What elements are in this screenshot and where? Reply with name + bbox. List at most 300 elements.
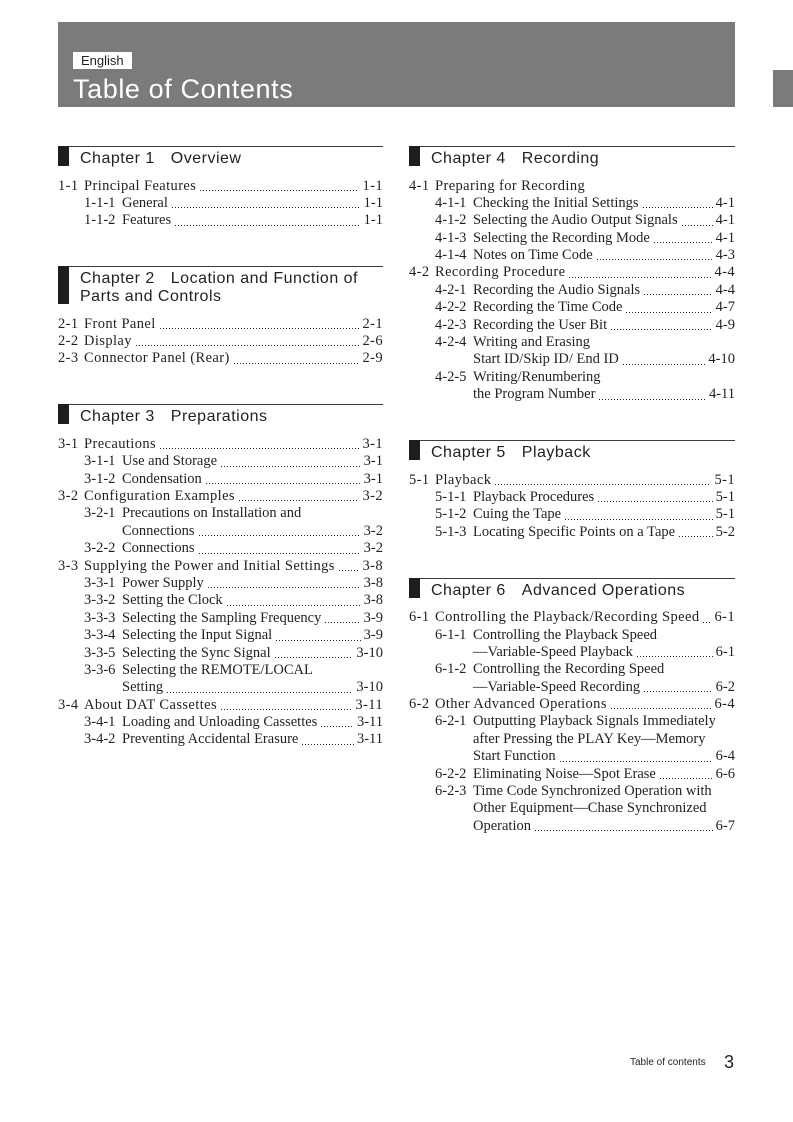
dot-leader — [637, 656, 713, 657]
dot-leader — [560, 761, 713, 762]
toc-entry-line — [409, 212, 735, 229]
entry-page-number: 3-11 — [356, 731, 383, 748]
entry-page-number: 3-2 — [362, 488, 383, 505]
chapter-title: Overview — [170, 150, 242, 167]
dot-leader — [599, 399, 706, 400]
toc-entry — [58, 195, 383, 212]
language-label: English — [73, 52, 132, 69]
entry-number: 5-1-1 — [435, 488, 467, 505]
entry-text: Front Panel — [84, 315, 156, 332]
entry-text: Playback Procedures — [473, 488, 595, 505]
toc-entry-line — [409, 713, 735, 730]
dot-leader — [611, 329, 713, 330]
chapter-section — [409, 578, 735, 836]
entry-page-number: 4-7 — [715, 299, 735, 316]
entry-text: Time Code Synchronized Operation with — [473, 783, 712, 800]
entry-number: 4-1-1 — [435, 194, 467, 211]
entry-text: Precautions on Installation and — [122, 505, 302, 522]
toc-entry — [58, 436, 383, 453]
toc-entry-line — [58, 333, 383, 350]
chapter-heading — [409, 440, 735, 462]
entry-number: 4-1-4 — [435, 247, 467, 264]
entry-page-number: 4-4 — [714, 264, 735, 281]
toc-entry — [58, 575, 383, 592]
entry-number: 6-1-2 — [435, 661, 467, 678]
entry-number: 4-2-1 — [435, 281, 467, 298]
entry-page-number: 3-11 — [356, 714, 383, 731]
entry-text: Condensation — [122, 470, 202, 487]
entry-text: Locating Specific Points on a Tape — [473, 523, 676, 540]
entry-number: 3-3 — [58, 557, 79, 574]
entry-number: 6-2-1 — [435, 713, 467, 730]
chapter-heading — [58, 146, 383, 168]
chapter-heading — [58, 266, 383, 306]
toc-entry-line — [58, 488, 383, 505]
entry-page-number: 3-9 — [363, 627, 383, 644]
entry-page-number: 3-2 — [363, 522, 383, 539]
dot-leader — [199, 535, 361, 536]
entry-page-number: 3-1 — [363, 470, 383, 487]
dot-leader — [495, 484, 711, 485]
chapter-heading-line — [431, 444, 735, 462]
entry-text: Selecting the REMOTE/LOCAL — [122, 661, 313, 678]
chapter-title: Location and Function of — [170, 270, 358, 288]
entry-page-number: 5-1 — [715, 488, 735, 505]
entry-text: Start Function — [473, 748, 556, 765]
entry-number: 3-1-2 — [84, 470, 116, 487]
toc-entry — [58, 471, 383, 488]
entry-page-number: 1-1 — [363, 212, 383, 229]
toc-entry — [409, 247, 735, 264]
entry-page-number: 4-1 — [715, 194, 735, 211]
entry-text: Preparing for Recording — [435, 177, 586, 194]
entry-page-number: 6-4 — [715, 748, 735, 765]
entry-text: Supplying the Power and Initial Settings — [84, 557, 335, 574]
toc-entry — [409, 609, 735, 626]
entry-page-number: 4-9 — [715, 316, 735, 333]
dot-leader — [339, 570, 360, 571]
entry-text: Start ID/Skip ID/ End ID — [473, 351, 619, 368]
entry-number: 3-3-1 — [84, 574, 116, 591]
toc-entry — [58, 714, 383, 731]
entry-page-number: 6-1 — [715, 643, 735, 660]
toc-entry — [58, 316, 383, 333]
chapter-entries — [58, 178, 383, 230]
entry-text: Connector Panel (Rear) — [84, 350, 230, 367]
dot-leader — [643, 207, 713, 208]
chapter-entries — [409, 178, 735, 404]
toc-entry — [409, 282, 735, 299]
toc-entry — [58, 488, 383, 505]
entry-text: —Variable-Speed Playback — [473, 643, 633, 660]
entry-number: 5-1-2 — [435, 506, 467, 523]
chapter-marker-bar — [409, 578, 420, 598]
entry-page-number: 3-8 — [363, 574, 383, 591]
entry-number: 3-4-1 — [84, 714, 116, 731]
entry-text: Notes on Time Code — [473, 247, 593, 264]
entry-number: 2-3 — [58, 350, 79, 367]
chapter-heading-line — [80, 408, 383, 426]
toc-entry-line — [409, 351, 735, 368]
toc-entry-line — [58, 471, 383, 488]
toc-column-left — [58, 146, 383, 785]
dot-leader — [682, 225, 713, 226]
toc-entry-line — [409, 230, 735, 247]
toc-entry — [58, 731, 383, 748]
chapter-entries — [409, 472, 735, 542]
toc-entry — [58, 558, 383, 575]
entry-number: 3-4 — [58, 696, 79, 713]
entry-text: General — [122, 194, 168, 211]
chapter-label: Chapter 1 — [80, 150, 155, 167]
entry-page-number: 1-1 — [363, 194, 383, 211]
entry-text: About DAT Cassettes — [84, 696, 217, 713]
toc-entry-line — [409, 334, 735, 351]
section-side-tab — [773, 70, 793, 107]
entry-text: Recording Procedure — [435, 264, 566, 281]
entry-page-number: 4-1 — [715, 229, 735, 246]
toc-entry-line — [58, 575, 383, 592]
chapter-heading — [409, 146, 735, 168]
dot-leader — [611, 708, 712, 709]
chapter-label: Chapter 4 — [431, 150, 506, 167]
chapter-label: Chapter 5 — [431, 444, 506, 462]
dot-leader — [167, 692, 353, 693]
entry-text: Controlling the Playback Speed — [473, 626, 658, 643]
toc-entry-line — [409, 369, 735, 386]
entry-number: 3-3-5 — [84, 644, 116, 661]
dot-leader — [239, 500, 360, 501]
entry-number: 3-3-3 — [84, 609, 116, 626]
dot-leader — [325, 622, 360, 623]
toc-entry-line — [409, 609, 735, 626]
toc-entry — [409, 230, 735, 247]
entry-page-number: 3-10 — [356, 679, 383, 696]
toc-entry — [409, 627, 735, 662]
dot-leader — [200, 190, 359, 191]
chapter-heading — [58, 404, 383, 426]
entry-text: after Pressing the PLAY Key—Memory — [473, 730, 706, 747]
toc-entry — [58, 453, 383, 470]
chapter-title: Recording — [521, 150, 600, 167]
entry-page-number: 4-3 — [715, 247, 735, 264]
dot-leader — [321, 726, 354, 727]
entry-text: Cuing the Tape — [473, 506, 562, 523]
toc-entry — [409, 334, 735, 369]
toc-entry-line — [58, 610, 383, 627]
toc-entry — [409, 696, 735, 713]
chapter-heading-line — [431, 150, 735, 168]
dot-leader — [679, 536, 713, 537]
toc-entry — [58, 627, 383, 644]
toc-entry — [409, 299, 735, 316]
entry-text: Features — [122, 212, 172, 229]
dot-leader — [275, 657, 354, 658]
toc-entry — [409, 766, 735, 783]
dot-leader — [172, 207, 361, 208]
entry-text: Selecting the Sync Signal — [122, 644, 271, 661]
entry-page-number: 6-6 — [715, 765, 735, 782]
header-bar — [58, 22, 735, 107]
toc-entry-line — [409, 264, 735, 281]
entry-page-number: 5-1 — [714, 471, 735, 488]
dot-leader — [160, 448, 359, 449]
entry-number: 6-2-2 — [435, 765, 467, 782]
chapter-section — [409, 440, 735, 541]
toc-entry-line — [58, 540, 383, 557]
entry-number: 6-2 — [409, 696, 430, 713]
entry-text: Loading and Unloading Cassettes — [122, 714, 318, 731]
entry-text: Recording the Audio Signals — [473, 281, 641, 298]
toc-entry-line — [58, 731, 383, 748]
entry-number: 3-2-1 — [84, 505, 116, 522]
chapter-title: Preparations — [170, 408, 268, 426]
entry-page-number: 6-1 — [714, 609, 735, 626]
toc-entry-line — [409, 317, 735, 334]
chapter-heading-line — [80, 270, 383, 288]
toc-entry-line — [409, 506, 735, 523]
entry-text: Writing and Erasing — [473, 334, 590, 351]
toc-entry-line — [58, 558, 383, 575]
entry-number: 3-3-2 — [84, 592, 116, 609]
entry-text: Preventing Accidental Erasure — [122, 731, 299, 748]
dot-leader — [199, 553, 361, 554]
entry-text: Setting the Clock — [122, 592, 223, 609]
entry-text: Other Advanced Operations — [435, 696, 607, 713]
entry-text: Checking the Initial Settings — [473, 194, 639, 211]
toc-entry-line — [409, 195, 735, 212]
entry-number: 4-2-2 — [435, 299, 467, 316]
toc-entry-line — [58, 714, 383, 731]
dot-leader — [644, 691, 713, 692]
chapter-title: Parts and Controls — [80, 288, 222, 306]
toc-entry — [409, 506, 735, 523]
entry-text: Display — [84, 333, 132, 350]
toc-entry — [409, 195, 735, 212]
entry-page-number: 1-1 — [362, 177, 383, 194]
entry-number: 1-1-1 — [84, 194, 116, 211]
entry-number: 6-1-1 — [435, 626, 467, 643]
dot-leader — [160, 328, 360, 329]
toc-entry-line — [58, 436, 383, 453]
entry-number: 1-1-2 — [84, 212, 116, 229]
toc-entry-line — [409, 247, 735, 264]
dot-leader — [598, 501, 712, 502]
dot-leader — [221, 709, 352, 710]
entry-number: 2-2 — [58, 333, 79, 350]
toc-entry-line — [409, 178, 735, 195]
toc-entry — [409, 783, 735, 835]
toc-entry-line — [409, 818, 735, 835]
entry-page-number: 4-10 — [708, 351, 735, 368]
entry-number: 4-1-2 — [435, 212, 467, 229]
entry-text: Outputting Playback Signals Immediately — [473, 713, 716, 730]
toc-entry-line — [409, 299, 735, 316]
entry-number: 6-1 — [409, 609, 430, 626]
chapter-section — [58, 266, 383, 368]
entry-number: 3-3-6 — [84, 661, 116, 678]
entry-text: Other Equipment—Chase Synchronized — [473, 800, 707, 817]
dot-leader — [175, 225, 361, 226]
entry-page-number: 5-2 — [715, 523, 735, 540]
entry-text: Selecting the Input Signal — [122, 627, 273, 644]
toc-entry — [58, 540, 383, 557]
toc-entry-line — [409, 386, 735, 403]
dot-leader — [623, 364, 706, 365]
chapter-section — [409, 146, 735, 404]
entry-number: 3-1 — [58, 435, 79, 452]
toc-entry-line — [58, 627, 383, 644]
entry-text: Use and Storage — [122, 453, 218, 470]
entry-text: the Program Number — [473, 386, 596, 403]
page-number: 3 — [724, 1052, 735, 1072]
entry-page-number: 6-2 — [715, 678, 735, 695]
chapter-section — [58, 404, 383, 749]
entry-page-number: 2-9 — [362, 350, 383, 367]
entry-page-number: 3-1 — [362, 435, 383, 452]
page-title: Table of Contents — [73, 74, 294, 104]
dot-leader — [597, 259, 713, 260]
entry-text: Precautions — [84, 435, 157, 452]
entry-page-number: 3-2 — [363, 540, 383, 557]
entry-number: 4-2-4 — [435, 334, 467, 351]
toc-entry-line — [58, 523, 383, 540]
chapter-marker-bar — [409, 146, 420, 166]
dot-leader — [302, 744, 354, 745]
toc-entry — [409, 317, 735, 334]
toc-entry-line — [409, 661, 735, 678]
entry-text: Power Supply — [122, 574, 204, 591]
entry-text: —Variable-Speed Recording — [473, 678, 641, 695]
toc-entry — [409, 178, 735, 195]
toc-entry-line — [409, 489, 735, 506]
dot-leader — [660, 778, 713, 779]
toc-entry-line — [409, 748, 735, 765]
toc-entry-line — [58, 195, 383, 212]
toc-entry — [58, 333, 383, 350]
entry-text: Configuration Examples — [84, 488, 235, 505]
entry-text: Principal Features — [84, 177, 197, 194]
dot-leader — [703, 622, 711, 623]
toc-entry-line — [58, 645, 383, 662]
chapter-label: Chapter 6 — [431, 581, 506, 599]
toc-entry — [409, 212, 735, 229]
dot-leader — [565, 519, 713, 520]
toc-entry — [58, 697, 383, 714]
toc-entry-line — [409, 766, 735, 783]
chapter-entries — [58, 316, 383, 368]
toc-entry — [58, 592, 383, 609]
entry-number: 5-1 — [409, 471, 430, 488]
entry-number: 5-1-3 — [435, 523, 467, 540]
entry-text: Eliminating Noise—Spot Erase — [473, 765, 656, 782]
entry-page-number: 3-8 — [362, 557, 383, 574]
dot-leader — [644, 294, 713, 295]
dot-leader — [626, 312, 712, 313]
chapter-entries — [409, 609, 735, 835]
entry-page-number: 5-1 — [715, 506, 735, 523]
toc-entry-line — [409, 644, 735, 661]
entry-page-number: 4-1 — [715, 212, 735, 229]
toc-entry — [409, 264, 735, 281]
entry-number: 3-1-1 — [84, 453, 116, 470]
dot-leader — [569, 277, 711, 278]
toc-entry — [409, 472, 735, 489]
entry-page-number: 2-1 — [362, 315, 383, 332]
toc-entry — [409, 524, 735, 541]
toc-entry — [409, 713, 735, 765]
toc-entry-line — [409, 679, 735, 696]
dot-leader — [234, 363, 360, 364]
toc-entry — [58, 212, 383, 229]
chapter-title: Advanced Operations — [521, 581, 686, 599]
entry-text: Connections — [122, 522, 195, 539]
entry-text: Setting — [122, 679, 164, 696]
dot-leader — [206, 483, 361, 484]
toc-entry — [58, 645, 383, 662]
toc-entry-line — [409, 783, 735, 800]
entry-text: Operation — [473, 817, 531, 834]
entry-text: Recording the User Bit — [473, 316, 608, 333]
chapter-marker-bar — [58, 404, 69, 424]
toc-entry-line — [58, 697, 383, 714]
toc-entry-line — [58, 592, 383, 609]
entry-number: 4-2 — [409, 264, 430, 281]
entry-page-number: 6-7 — [715, 817, 735, 834]
toc-entry — [409, 661, 735, 696]
toc-entry-line — [58, 453, 383, 470]
entry-page-number: 3-1 — [363, 453, 383, 470]
toc-entry-line — [409, 627, 735, 644]
chapter-marker-bar — [58, 266, 69, 304]
entry-number: 3-2 — [58, 488, 79, 505]
toc-entry-line — [58, 679, 383, 696]
toc-entry — [58, 662, 383, 697]
entry-number: 4-1-3 — [435, 229, 467, 246]
toc-entry-line — [58, 662, 383, 679]
chapter-section — [58, 146, 383, 230]
chapter-label: Chapter 2 — [80, 270, 155, 288]
entry-number: 6-2-3 — [435, 783, 467, 800]
dot-leader — [136, 345, 360, 346]
entry-text: Selecting the Audio Output Signals — [473, 212, 678, 229]
entry-number: 4-2-3 — [435, 316, 467, 333]
toc-entry-line — [409, 696, 735, 713]
chapter-heading-line — [80, 150, 383, 168]
toc-entry-line — [58, 350, 383, 367]
entry-number: 3-2-2 — [84, 540, 116, 557]
chapter-entries — [58, 436, 383, 749]
dot-leader — [276, 640, 360, 641]
entry-page-number: 3-9 — [363, 609, 383, 626]
entry-number: 4-2-5 — [435, 368, 467, 385]
toc-entry-line — [58, 178, 383, 195]
chapter-title: Playback — [521, 444, 591, 462]
entry-page-number: 3-8 — [363, 592, 383, 609]
toc-entry-line — [409, 282, 735, 299]
entry-text: Controlling the Playback/Recording Speed — [435, 609, 700, 626]
toc-entry — [58, 178, 383, 195]
footer-section-label: Table of contents — [630, 1057, 706, 1068]
toc-entry-line — [409, 731, 735, 748]
toc-entry — [58, 610, 383, 627]
dot-leader — [535, 830, 713, 831]
entry-page-number: 4-11 — [708, 386, 735, 403]
entry-text: Connections — [122, 540, 195, 557]
chapter-heading — [409, 578, 735, 600]
toc-entry — [409, 489, 735, 506]
toc-entry-line — [58, 505, 383, 522]
